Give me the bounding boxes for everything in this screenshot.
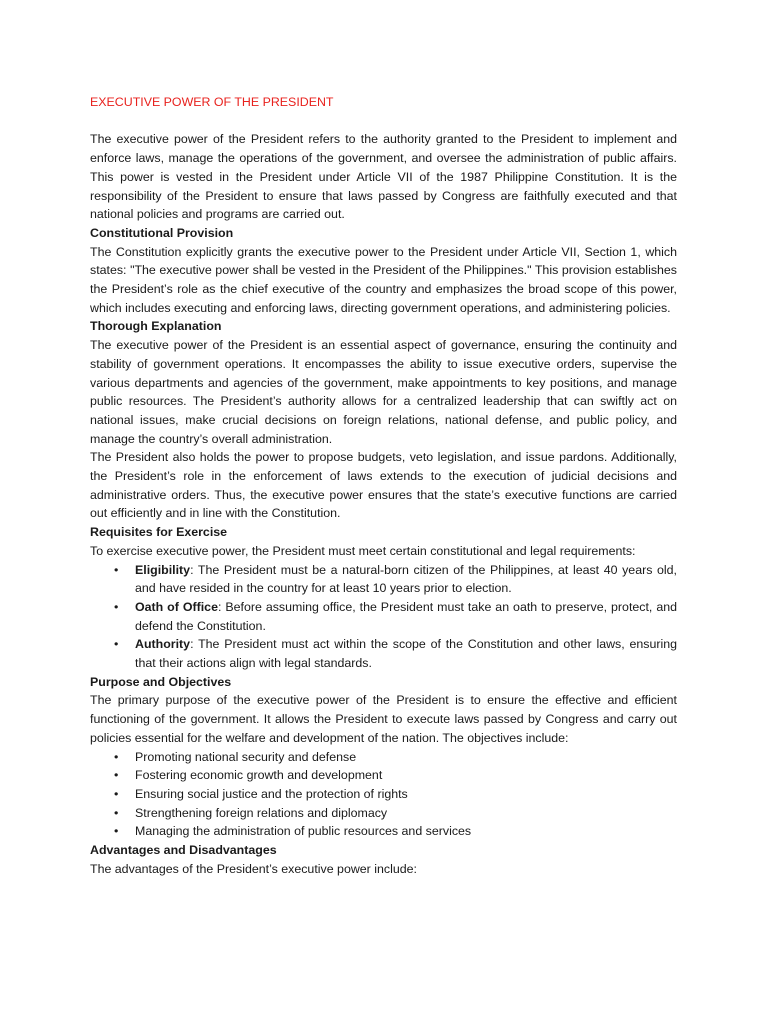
list-item-text: : The President must act within the scope of the Constitution and other laws, ensuring that their actions align with legal standards. <box>135 637 677 671</box>
heading-constitutional-provision: Constitutional Provision <box>90 225 234 240</box>
heading-advantages: Advantages and Disadvantages <box>90 843 277 858</box>
list-item-term: Oath of Office <box>135 599 218 614</box>
list-item: • Managing the administration of public resources and services <box>135 822 677 841</box>
document-page <box>90 93 677 879</box>
requisites-intro: To exercise executive power, the President must meet certain constitutional and legal requirements: <box>90 543 636 558</box>
heading-requisites: Requisites for Exercise <box>90 525 228 540</box>
heading-purpose: Purpose and Objectives <box>90 674 232 689</box>
requisites-list <box>90 561 677 673</box>
constitutional-paragraph: The Constitution explicitly grants the executive power to the President under Article VII, Section 1, which states: "The executive power shall be vested in the President of the Philippines." This provision establishes the President’s role as the chief executive of the country and emphasizes the broad scope of this power, which includes executing and enforcing laws, directing government operations, and administering policies. <box>90 244 677 315</box>
objectives-list <box>90 748 677 842</box>
purpose-paragraph: The primary purpose of the executive power of the President is to ensure the effective and efficient functioning of the government. It allows the President to execute laws passed by Congress and carry out policies essential for the welfare and development of the nation. The objectives include: <box>90 693 677 745</box>
document-title: EXECUTIVE POWER OF THE PRESIDENT <box>90 95 334 109</box>
list-item: • Fostering economic growth and development <box>135 766 677 785</box>
thorough-paragraph-2: The President also holds the power to propose budgets, veto legislation, and issue pardons. Additionally, the President’s role in the enforcement of laws extends to the execution of judicial decisions and administrative orders. Thus, the executive power ensures that the state’s executive functions are carried out efficiently and in line with the Constitution. <box>90 450 677 521</box>
list-item: • Promoting national security and defense <box>135 748 677 767</box>
list-item-text: : The President must be a natural-born citizen of the Philippines, at least 40 years old, and have resided in the country for at least 10 years prior to election. <box>135 562 677 596</box>
list-item: • Ensuring social justice and the protection of rights <box>135 785 677 804</box>
advantages-paragraph: The advantages of the President’s executive power include: <box>90 861 417 876</box>
list-item: • Strengthening foreign relations and diplomacy <box>135 804 677 823</box>
intro-paragraph: The executive power of the President refers to the authority granted to the President to implement and enforce laws, manage the operations of the government, and oversee the administration of public affairs. This power is vested in the President under Article VII of the 1987 Philippine Constitution. It is the responsibility of the President to ensure that laws passed by Congress are faithfully executed and that national policies and programs are carried out. <box>90 132 677 222</box>
list-item <box>135 635 677 672</box>
list-item-term: Authority <box>135 637 191 652</box>
list-item <box>135 561 677 598</box>
heading-thorough-explanation: Thorough Explanation <box>90 319 222 334</box>
list-item-term: Eligibility <box>135 562 191 577</box>
list-item-text: : Before assuming office, the President must take an oath to preserve, protect, and defend the Constitution. <box>135 599 677 633</box>
list-item <box>135 598 677 635</box>
thorough-paragraph-1: The executive power of the President is an essential aspect of governance, ensuring the continuity and stability of government operations. It encompasses the ability to issue executive orders, supervise the various departments and agencies of the government, make appointments to key positions, and manage public resources. The President’s authority allows for a centralized leadership that can swiftly act on national issues, make crucial decisions on foreign relations, national defense, and public policy, and manage the country’s overall administration. <box>90 338 677 446</box>
